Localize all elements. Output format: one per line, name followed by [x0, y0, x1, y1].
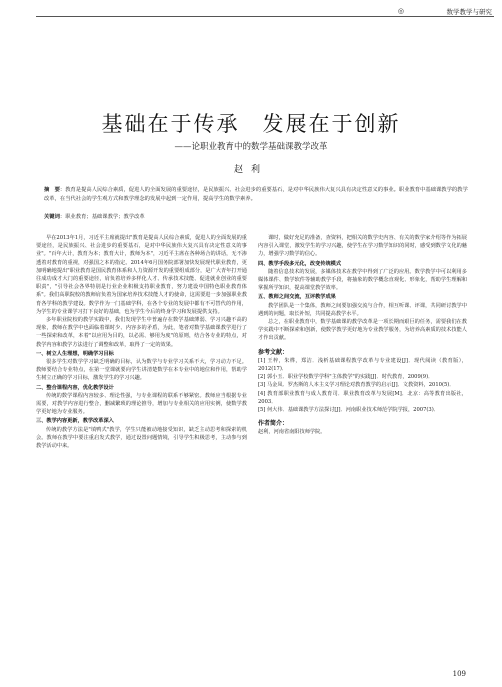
keywords: [44, 213, 468, 222]
reference-item: [5] 何大伟．基础课教学方法探讨[J]．河南职业技术师范学院学报，2007(3)．: [258, 407, 439, 414]
references-heading: 参考文献：: [258, 348, 289, 356]
paragraph: 课时，做好充足的准备，查资料，把相关的数学史内容、有关的数学家介绍等作为拓展内容引入课堂，激发学生的学习兴趣，使学生在学习数学知识的同时，感受到数学文化的魅力，增强学习数学的信心。: [258, 235, 467, 258]
page-header: [0, 4, 502, 18]
keywords-label: 关键词: [44, 214, 60, 220]
paragraph: 多年职业院校的教学实践中，我们发现学生中普遍存在数学基础薄弱、学习兴趣不高的现象，教师在教学中也面临着课时少、内容多的矛盾，为此，笔者对数学基础课教学进行了一些探索和改革，本着"以应用为目的，以必需、够用为度"的原则，结合各专业的特点，对教学内容和教学方法进行了调整和改革，取得了一定的效果。: [36, 317, 247, 348]
left-column: [36, 234, 247, 450]
reference-item: [2] 郭小玉．职业学校数学学科"主体教学"的实践[J]．时代教育，2009(9)．: [258, 374, 434, 381]
abstract-text: ：教育是提高人民综合素质，促进人的全面发展的重要途径，是民族振兴、社会进步的重要基石，是对中华民族伟大复兴具有决定性意义的事业。职业教育中基础课教学的教学改革，在当代社会的学生观方式和教学理念的发展中起到一定作用，提高学生的数学素养。: [44, 187, 468, 202]
paragraph: 传统的数学课程内容较多、理论性强，与专业课程的联系不够紧密。教师应当根据专业需要，对教学内容进行整合，删减繁琐的理论推导，增加与专业相关的应用实例，使数学教学更好地为专业服务。: [36, 392, 247, 416]
article-subtitle: ——论职业教育中的数学基础课教学改革: [174, 142, 328, 152]
page-number: 109: [452, 670, 466, 678]
section-heading: 一、树立人生理想，明确学习目标: [36, 350, 114, 357]
header-bullet-icon: ◎: [397, 7, 404, 15]
section-heading: 五、教师之间交流，互评教学成果: [258, 294, 336, 301]
section-heading: 四、教学手段多元化，改变传统模式: [258, 260, 342, 267]
article-author: 赵利: [233, 165, 268, 175]
section-heading: 三、教学内容更新，教学改革深入: [36, 418, 114, 425]
references-heading: 作者简介：: [258, 420, 289, 428]
article-title: 基础在于传承 发展在于创新: [101, 112, 401, 136]
header-rule: [36, 16, 494, 17]
right-column: [258, 234, 467, 437]
abstract: [44, 186, 468, 204]
reference-item: [4] 教育部职业教育与成人教育司．职业教育改革与发展[M]．北京：高等教育出版社，2003．: [258, 390, 467, 405]
section-heading: 二、整合课程内容，优化教学设计: [36, 384, 114, 391]
reference-item: [3] 马金凤．罗杰斯的人本主义学习理论对教育教学的启示[J]．文教资料，2010(5)．: [258, 382, 455, 389]
paragraph: 早在2013年1月，习近平主席就提出"教育是提高人民综合素质，促进人的全面发展的重要途径，是民族振兴、社会进步的重要基石，是对中华民族伟大复兴具有决定性意义的事业"。"百年大计，教育为本；教育大计，教师为本"，习近平主席在各种场合的讲话，无不渗透着对教育的重视，对强国之本的指定。2014年6月国务院部署加快发展现代职业教育，更加明确地提出"职业教育是国民教育体系和人力资源开发的重要组成部分，是广大青年打开通往成功成才大门的重要途径，肩负着培养多样化人才、传承技术技能、促进就业创业的重要职责"，"引导社会各界特别是行业企业积极支持职业教育，努力建设中国特色职业教育体系"。我们高职院校的教师肩负着为国家培养技术技能人才的使命，这需要进一步加强职业教育各学科的教学建设。数学作为一门基础学科，在各个专业的发展中都有不可替代的作用，为学生的专业课学习打下良好的基础，也为学生今后的终身学习和发展提供支持。: [36, 235, 247, 315]
paragraph: 很多学生对数学学习缺乏明确的目标，认为数学与专业学习关系不大，学习动力不足。教师要结合专业特点，在第一堂课就要向学生讲清楚数学在本专业中的地位和作用，帮助学生树立正确的学习目标，激发学生的学习兴趣。: [36, 359, 247, 382]
reference-item: [1] 王梓，朱桦，郑洁．浅析基础课程教学改革与专业建设[J]．现代阅读（教育版），2012(17)．: [258, 357, 467, 373]
paragraph: 随着信息技术的发展，多媒体技术在教学中得到了广泛的应用。数学教学中可以利用多媒体课件、数学软件等辅助教学手段，将抽象的数学概念直观化、形象化，帮助学生理解和掌握所学知识，提高课堂教学效率。: [258, 268, 467, 292]
header-section: 数学教学与研究: [446, 8, 492, 16]
keywords-text: ：职业教育；基础课教学；教学改革: [59, 214, 145, 220]
paragraph: 总之，在职业教育中，数学基础课的教学改革是一项长期而艰巨的任务，需要我们在教学实践中不断探索和创新，使数学教学更好地为专业教学服务，为培养高素质的技术技能人才作出贡献。: [258, 319, 467, 342]
paragraph: 教学团队是一个集体，教师之间要加强交流与合作，相互听课、评课，共同研讨教学中遇到的问题，取长补短，共同提高教学水平。: [258, 302, 467, 317]
abstract-label: 摘 要: [44, 187, 60, 193]
paragraph: 传统的教学方法是"填鸭式"教学，学生只能被动地接受知识，缺乏主动思考和探索的机会。教师在教学中要注重启发式教学，通过设置问题情境，引导学生积极思考，主动参与到教学活动中来。: [36, 426, 247, 450]
author-info: 赵利，河南省南阳技师学院。: [258, 429, 326, 436]
